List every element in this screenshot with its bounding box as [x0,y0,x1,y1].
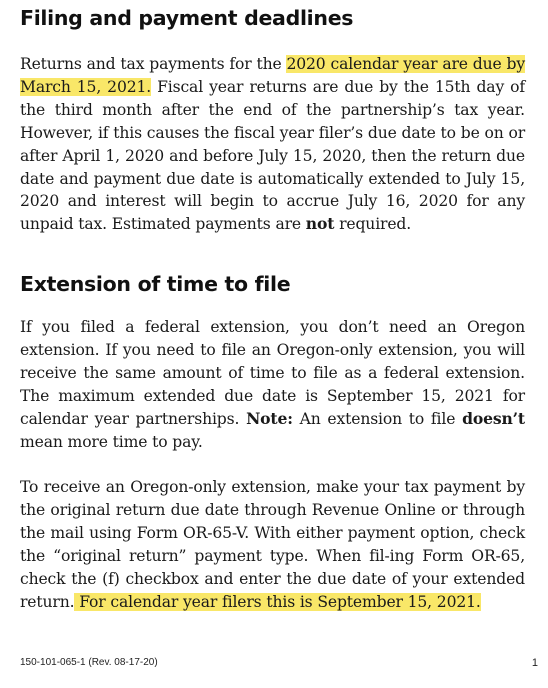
heading-filing-deadlines: Filing and payment deadlines [20,6,354,30]
text-run: To receive an Oregon-only extension, make your tax payment by the original return due date through Revenue Online or through the mail using Form OR-65-V. With either payment option, check the “original return” payment type. When fil-ing Form OR-65, check the (f) checkbox and enter the due date of your extended return. [20,478,525,611]
form-code: 150-101-065-1 (Rev. 08-17-20) [20,657,158,668]
heading-extension-of-time: Extension of time to file [20,272,291,296]
text-run: mean more time to pay. [20,432,203,451]
paragraph-federal-extension [20,316,525,453]
emphasis-doesnt: doesn’t [462,408,525,428]
page-number: 1 [531,657,538,669]
text-run: Fiscal year returns are due by the 15th day of the third month after the end of the partnership’s tax year. However, if this causes the fiscal year filer’s due date to be on or after April 1, 2020 and before July 15, 2020, then the return due date and payment due date is automatically extended to July 15, 2020 and interest will begin to accrue July 16, 2020 for any unpaid tax. Estimated payments are [20,77,525,234]
note-label: Note: [246,408,293,428]
text-run: If you filed a federal extension, you don’t need an Oregon extension. If you need to file an Oregon-only extension, you will receive the same amount of time to file as a federal extension. The maximum extended due date is September 15, 2021 for calendar year partnerships. [20,318,525,428]
emphasis-not: not [305,214,335,234]
text-run: An extension to file [292,409,463,428]
text-run: required. [334,215,412,234]
paragraph-oregon-only-extension [20,476,525,613]
text-run: Returns and tax payments for the [20,55,287,73]
highlighted-extended-date: For calendar year filers this is September 15, 2021. [74,592,481,611]
paragraph-filing-deadlines [20,53,525,236]
highlighted-due-date: 2020 calendar year are due by March 15, 2021. [20,55,525,96]
